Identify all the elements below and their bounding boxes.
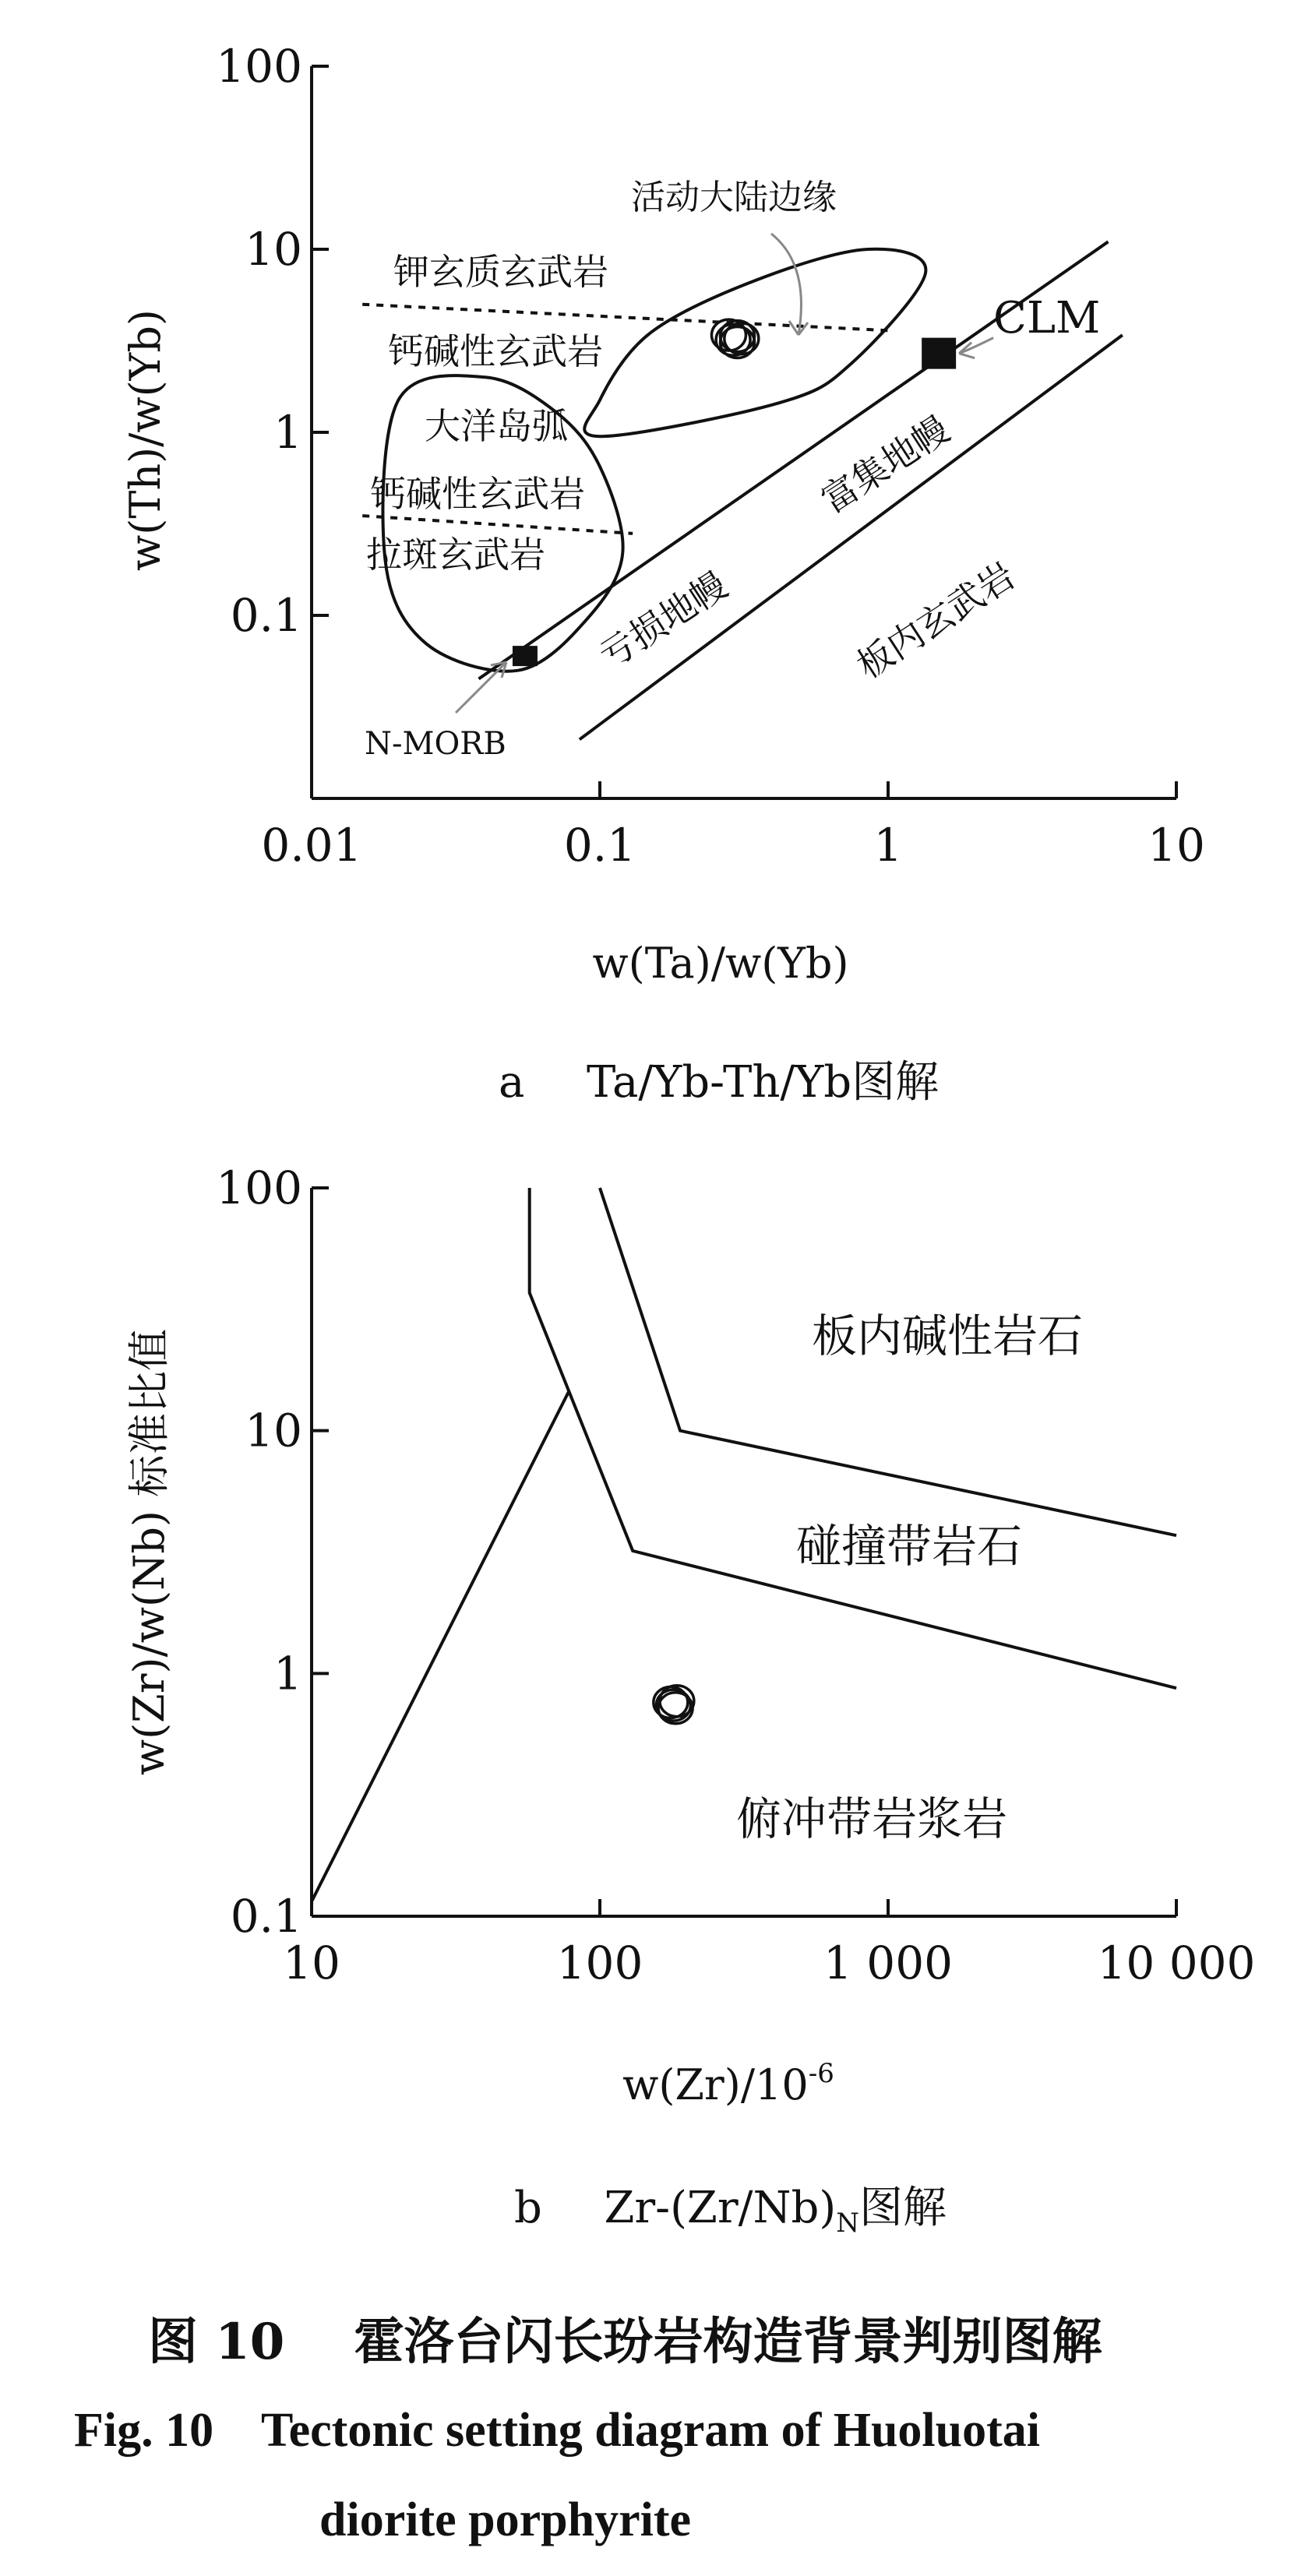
- panel-b-x-tick-label: 1 000: [823, 1936, 954, 1989]
- panel-a-label-ocean-arc: 大洋岛弧: [425, 405, 568, 447]
- panel-b-y-tick-label: 100: [216, 1161, 302, 1214]
- panel-b-y-axis-label: w(Zr)/w(Nb) 标准比值: [125, 1328, 174, 1776]
- panel-a-y-tick-label: 100: [216, 40, 302, 93]
- panel-a-x-tick-label: 0.1: [563, 819, 636, 872]
- panel-a-x-tick-label: 10: [1148, 819, 1205, 872]
- panel-a-x-tick-label: 1: [873, 819, 903, 872]
- panel-a-label: a: [499, 1057, 525, 1108]
- panel-b-x-tick-label: 100: [556, 1936, 643, 1989]
- panel-a-label-depleted: 亏损地幔: [591, 563, 735, 678]
- panel-b-caption-sub: N: [836, 2208, 859, 2239]
- panel-a-caption-text: Ta/Yb-Th/Yb图解: [587, 1057, 940, 1108]
- panel-a-dotted-boundary-lower: [362, 516, 633, 534]
- panel-a-dotted-boundary-upper: [362, 305, 888, 331]
- panel-b-label-subduction: 俯冲带岩浆岩: [736, 1792, 1008, 1845]
- panel-a: [121, 40, 1205, 988]
- figure-title-en-line2: diorite porphyrite: [319, 2493, 691, 2546]
- panel-b-y-tick-label: 0.1: [230, 1890, 302, 1943]
- panel-a-mantle-lower-line: [580, 335, 1123, 739]
- panel-a-y-tick-label: 0.1: [230, 589, 302, 642]
- panel-b-label-collision: 碰撞带岩石: [796, 1520, 1023, 1573]
- panel-a-nmorb-marker: [513, 646, 538, 666]
- panel-a-x-axis-label: w(Ta)/w(Yb): [592, 939, 849, 988]
- panel-a-label-within-plate: 板内玄武岩: [849, 554, 1023, 687]
- panel-b-lower-boundary: [530, 1188, 1176, 1688]
- panel-a-clm-label: CLM: [993, 293, 1101, 344]
- panel-a-y-tick-label: 10: [245, 223, 302, 276]
- panel-a-label-enriched: 富集地幔: [813, 407, 957, 522]
- figure-title-cn: 图 10 霍洛台闪长玢岩构造背景判别图解: [148, 2313, 1102, 2371]
- panel-a-label-calc-alkaline-2: 钙碱性玄武岩: [370, 473, 585, 515]
- panel-b-label: b: [514, 2183, 542, 2233]
- panel-a-y-tick-label: 1: [273, 406, 302, 459]
- panel-b-caption-tail: 图解: [858, 2183, 947, 2233]
- panel-b-x-tick-label: 10 000: [1097, 1936, 1256, 1989]
- figure-title-en-line1: Fig. 10 Tectonic setting diagram of Huoluotai: [74, 2404, 1040, 2457]
- panel-b-subduction-boundary: [312, 1391, 569, 1901]
- panel-b-x-axis-label: $w(Zr)/10^{-6}$: [622, 2058, 834, 2109]
- panel-b-y-tick-label: 10: [245, 1404, 302, 1457]
- panel-b-y-tick-label: 1: [273, 1647, 302, 1700]
- panel-a-nmorb-label: N-MORB: [365, 726, 506, 762]
- panel-a-x-tick-label: 0.01: [261, 819, 362, 872]
- panel-a-label-shoshonite: 钾玄质玄武岩: [393, 251, 608, 293]
- panel-a-label-calc-alkaline-1: 钙碱性玄武岩: [388, 330, 603, 372]
- panel-b-x-tick-label: 10: [283, 1936, 340, 1989]
- panel-a-label-tholeiite: 拉斑玄武岩: [366, 534, 545, 576]
- panel-a-clm-marker: [922, 338, 956, 369]
- panel-a-margin-arrow: [771, 234, 801, 335]
- panel-b-caption: [514, 2173, 947, 2239]
- panel-a-y-axis-label: w(Th)/w(Yb): [121, 309, 170, 571]
- panel-a-caption: [499, 1048, 939, 1110]
- panel-b-caption-main: Zr-(Zr/Nb): [604, 2183, 837, 2233]
- panel-b-label-within-plate: 板内碱性岩石: [812, 1309, 1084, 1362]
- panel-a-label-active-margin: 活动大陆边缘: [631, 178, 837, 217]
- panel-b: [125, 1161, 1255, 2109]
